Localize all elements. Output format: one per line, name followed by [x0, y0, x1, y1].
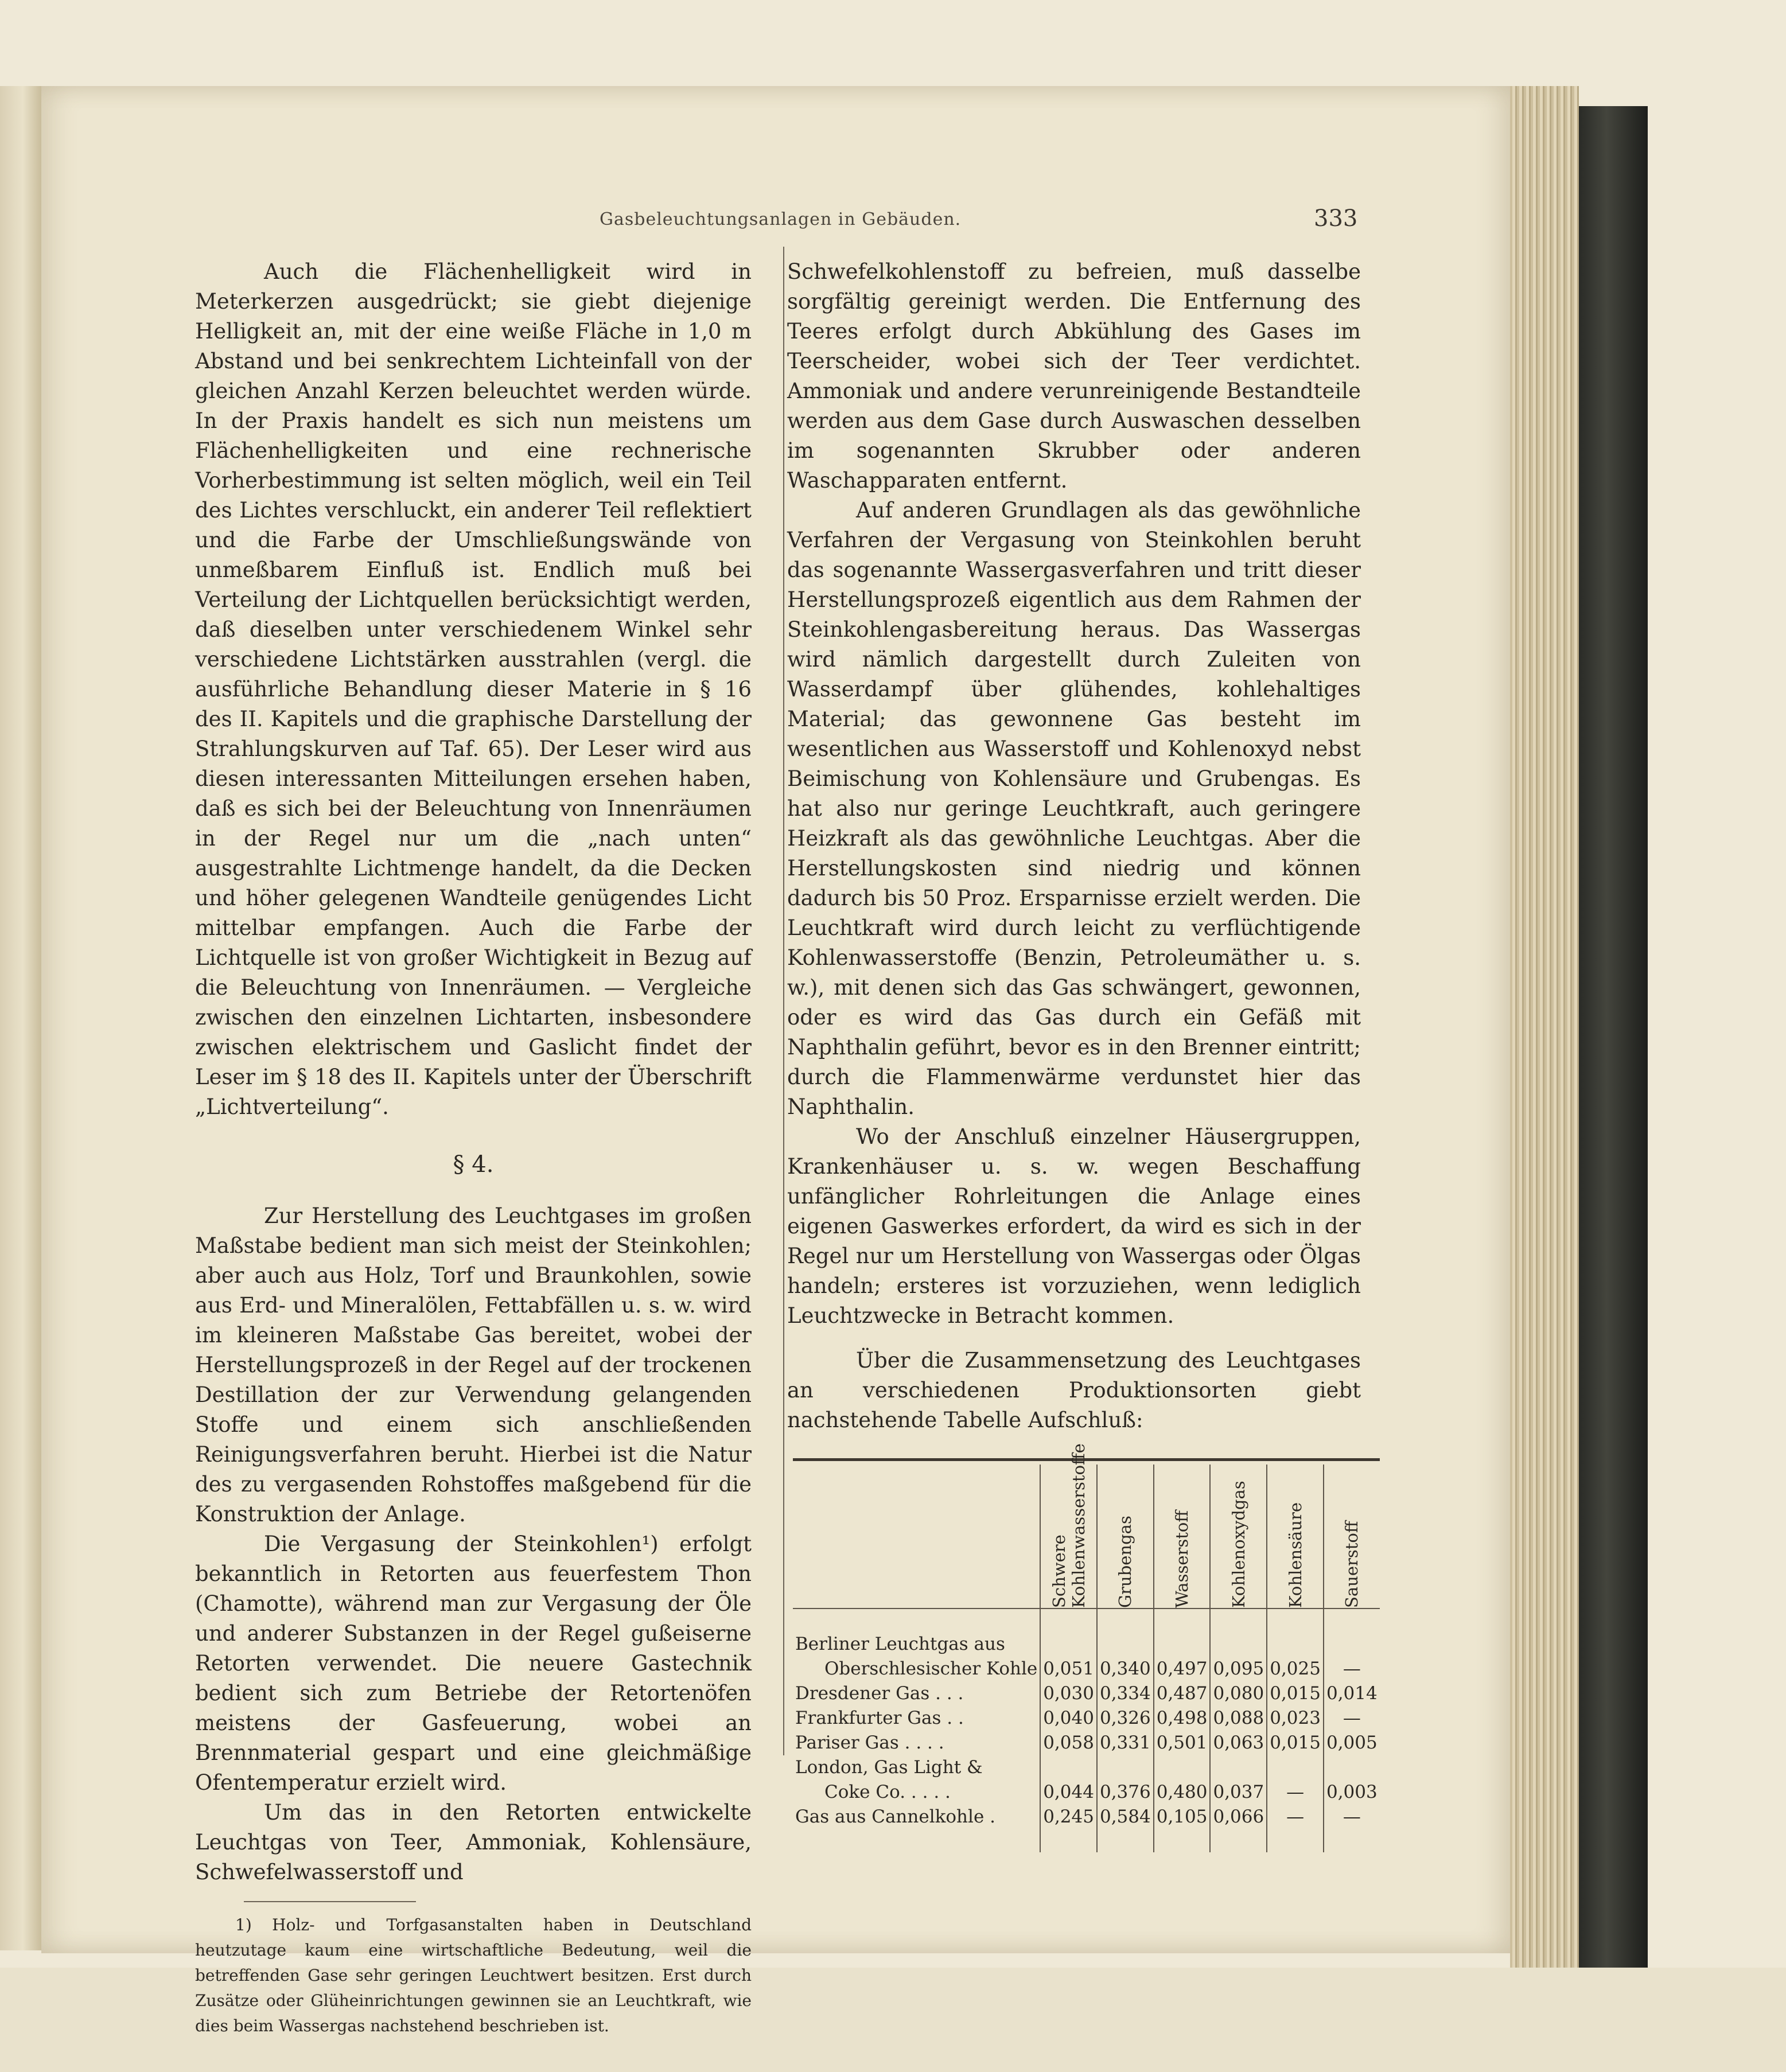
table-cell: 0,030 [1040, 1681, 1097, 1706]
table-cell: — [1324, 1706, 1380, 1731]
table-cell [1267, 1632, 1324, 1657]
row-label: Gas aus Cannelkohle . [795, 1806, 995, 1827]
table-cell: 0,340 [1097, 1657, 1154, 1681]
table-cell: 0,015 [1267, 1731, 1324, 1755]
row-label: Coke Co. . . . . [824, 1782, 951, 1802]
table-cell: 0,063 [1210, 1731, 1267, 1755]
table-cell: 0,044 [1040, 1780, 1097, 1805]
paragraph: Über die Zusammensetzung des Leuchtgases an verschiedenen Produktionsorten giebt nachstehende Tabelle Aufschluß: [787, 1348, 1361, 1432]
row-label: Pariser Gas . . . . [795, 1732, 944, 1753]
row-label: Dresdener Gas . . . [795, 1683, 964, 1704]
table-cell: 0,326 [1097, 1706, 1154, 1731]
book-cover [1579, 106, 1648, 1999]
table-cell: 0,051 [1040, 1657, 1097, 1681]
table-cell [1154, 1755, 1211, 1780]
table-cell [1324, 1632, 1380, 1657]
left-column [195, 257, 752, 2039]
paragraph: Auf anderen Grundlagen als das gewöhnliche Verfahren der Vergasung von Steinkohlen beruht das sogenannte Wassergasverfahren und tritt dieser Herstellungsprozeß eigentlich aus dem Rahmen der Steinkohlengasbereitung heraus. Das Wassergas wird nämlich dargestellt durch Zuleiten von Wasserdampf über glühendes, kohlehaltiges Material; das gewonnene Gas besteht im wesentlichen aus Wasserstoff und Kohlenoxyd nebst Beimischung von Kohlensäure und Grubengas. Es hat also nur geringe Leuchtkraft, auch geringere Heizkraft als das gewöhnliche Leuchtgas. Aber die Herstellungskosten sind niedrig und können dadurch bis 50 Proz. Ersparnisse erzielt werden. Die Leuchtkraft wird durch leicht zu verflüchtigende Kohlenwasserstoffe (Benzin, Petroleumäther u. s. w.), mit denen sich das Gas schwängert, gewonnen, oder es wird das Gas durch ein Gefäß mit Naphthalin geführt, bevor es in den Brenner eintritt; durch die Flammenwärme verdunstet hier das Naphthalin. [787, 498, 1361, 1119]
column-header: Grubengas [1097, 1465, 1154, 1608]
table-row [793, 1805, 1380, 1829]
table-row [793, 1731, 1380, 1755]
table-cell: 0,088 [1210, 1706, 1267, 1731]
table-cell: 0,080 [1210, 1681, 1267, 1706]
table-cell [1324, 1755, 1380, 1780]
table-cell [1040, 1632, 1097, 1657]
table-cell: 0,066 [1210, 1805, 1267, 1829]
table-cell: 0,014 [1324, 1681, 1380, 1706]
left-page-edge [0, 86, 41, 1950]
table-cell: 0,023 [1267, 1706, 1324, 1731]
table-cell [1267, 1755, 1324, 1780]
table-cell: 0,331 [1097, 1731, 1154, 1755]
table-cell [1097, 1755, 1154, 1780]
table-cell: 0,334 [1097, 1681, 1154, 1706]
table-row [793, 1706, 1380, 1731]
row-label: Frankfurter Gas . . [795, 1708, 964, 1728]
column-header: Sauerstoff [1324, 1465, 1380, 1608]
table-cell: 0,497 [1154, 1657, 1211, 1681]
table-cell: — [1324, 1657, 1380, 1681]
paragraph: Zur Herstellung des Leuchtgases im großen Maßstabe bedient man sich meist der Steinkohlen; aber auch aus Holz, Torf und Braunkohlen, sowie aus Erd- und Mineralölen, Fettabfällen u. s. w. wird im kleineren Maßstabe Gas bereitet, wobei der Herstellungsprozeß in der Regel auf der trockenen Destillation der zur Verwendung gelangenden Stoffe und einem sich anschließenden Reinigungsverfahren beruht. Hierbei ist die Natur des zu vergasenden Rohstoffes maßgebend für die Konstruktion der Anlage. [195, 1204, 752, 1526]
table-cell: — [1324, 1805, 1380, 1829]
table-cell: 0,105 [1154, 1805, 1211, 1829]
table-corner [793, 1465, 1040, 1608]
paragraph: Auch die Flächenhelligkeit wird in Meterkerzen ausgedrückt; sie giebt diejenige Helligkeit an, mit der eine weiße Fläche in 1,0 m Abstand und bei senkrechtem Lichteinfall von der gleichen Anzahl Kerzen beleuchtet werden würde. In der Praxis handelt es sich nun meistens um Flächenhelligkeiten und eine rechnerische Vorherbestimmung ist selten möglich, weil ein Teil des Lichtes verschluckt, ein anderer Teil reflektiert und die Farbe der Umschließungswände von unmeßbarem Einfluß ist. Endlich muß bei Verteilung der Lichtquellen berücksichtigt werden, daß dieselben unter verschiedenem Winkel sehr verschiedene Lichtstärken ausstrahlen (vergl. die ausführliche Behandlung dieser Materie in § 16 des II. Kapitels und die graphische Darstellung der Strahlungskurven auf Taf. 65). Der Leser wird aus diesen interessanten Mitteilungen ersehen haben, daß es sich bei der Beleuchtung von Innenräumen in der Regel nur um die „nach unten“ ausgestrahlte Lichtmenge handelt, da die Decken und höher gelegenen Wandteile genügendes Licht mittelbar empfangen. Auch die Farbe der Lichtquelle ist von großer Wichtigkeit in Bezug auf die Beleuchtung von Innenräumen. — Vergleiche zwischen den einzelnen Lichtarten, insbesondere zwischen elektrischem und Gaslicht findet der Leser im § 18 des II. Kapitels unter der Überschrift „Lichtverteilung“. [195, 259, 752, 1119]
table-cell: — [1267, 1780, 1324, 1805]
table-cell: 0,095 [1210, 1657, 1267, 1681]
footnote-rule [244, 1901, 416, 1902]
table-cell: 0,487 [1154, 1681, 1211, 1706]
table-cell: 0,584 [1097, 1805, 1154, 1829]
section-heading: § 4. [453, 1151, 494, 1178]
column-header: Kohlenoxydgas [1210, 1465, 1267, 1608]
table-cell: 0,015 [1267, 1681, 1324, 1706]
table-cell [1154, 1632, 1211, 1657]
table-cell: 0,498 [1154, 1706, 1211, 1731]
table-header-row [793, 1465, 1380, 1608]
page-number: 333 [1314, 205, 1358, 232]
column-header: Kohlensäure [1267, 1465, 1324, 1608]
row-label: London, Gas Light & [795, 1757, 983, 1778]
table-cell [1210, 1755, 1267, 1780]
row-label: Oberschlesischer Kohle [824, 1658, 1038, 1679]
table-cell: 0,040 [1040, 1706, 1097, 1731]
table-row [793, 1755, 1380, 1780]
table-cell: 0,037 [1210, 1780, 1267, 1805]
table-row [793, 1780, 1380, 1805]
table-row [793, 1657, 1380, 1681]
table-cell: 0,245 [1040, 1805, 1097, 1829]
page-stack-edge [1510, 86, 1579, 1991]
footnote [195, 1913, 752, 2039]
table-row [793, 1632, 1380, 1657]
table-cell [1097, 1632, 1154, 1657]
paragraph: Um das in den Retorten entwickelte Leuchtgas von Teer, Ammoniak, Kohlensäure, Schwefelwasserstoff und [195, 1800, 752, 1884]
column-divider [783, 247, 784, 1755]
paragraph: Schwefelkohlenstoff zu befreien, muß dasselbe sorgfältig gereinigt werden. Die Entfernung des Teeres erfolgt durch Abkühlung des Gases im Teerscheider, wobei sich der Teer verdichtet. Ammoniak und andere verunreinigende Bestandteile werden aus dem Gase durch Auswaschen desselben im sogenannten Skrubber oder anderen Waschapparaten entfernt. [787, 259, 1361, 493]
column-header: Wasserstoff [1154, 1465, 1211, 1608]
column-header: Schwere Kohlenwasserstoffe [1040, 1465, 1097, 1608]
table-cell: 0,058 [1040, 1731, 1097, 1755]
table-cell: 0,376 [1097, 1780, 1154, 1805]
table-cell: 0,480 [1154, 1780, 1211, 1805]
table-cell: 0,005 [1324, 1731, 1380, 1755]
table-cell: 0,003 [1324, 1780, 1380, 1805]
table-cell: — [1267, 1805, 1324, 1829]
table-cell [1040, 1755, 1097, 1780]
row-label: Berliner Leuchtgas aus [795, 1634, 1005, 1654]
table-cell [1210, 1632, 1267, 1657]
paragraph: Die Vergasung der Steinkohlen¹) erfolgt bekanntlich in Retorten aus feuerfestem Thon (Chamotte), während man zur Vergasung der Öle und anderer Substanzen in der Regel gußeiserne Retorten verwendet. Die neuere Gastechnik bedient sich zum Betriebe der Retortenöfen meistens der Gasfeuerung, wobei an Brennmaterial gespart und eine gleichmäßige Ofentemperatur erzielt wird. [195, 1532, 752, 1795]
right-column [787, 257, 1378, 1852]
gas-composition-table [793, 1443, 1380, 1852]
table-row [793, 1681, 1380, 1706]
table-cell: 0,501 [1154, 1731, 1211, 1755]
table-cell: 0,025 [1267, 1657, 1324, 1681]
running-head: Gasbeleuchtungsanlagen in Gebäuden. [600, 209, 962, 229]
footnote-text: 1) Holz- und Torfgasanstalten haben in Deutschland heutzutage kaum eine wirtschaftliche Bedeutung, weil die betreffenden Gase sehr geringen Leuchtwert besitzen. Erst durch Zusätze oder Glüheinrichtungen gewinnen sie an Leuchtkraft, wie dies beim Wassergas nachstehend beschrieben ist. [195, 1915, 752, 2035]
paragraph: Wo der Anschluß einzelner Häusergruppen, Krankenhäuser u. s. w. wegen Beschaffung unfänglicher Rohrleitungen die Anlage eines eigenen Gaswerkes erfordert, da wird es sich in der Regel nur um Herstellung von Wassergas oder Ölgas handeln; ersteres ist vorzuziehen, wenn lediglich Leuchtzwecke in Betracht kommen. [787, 1124, 1361, 1328]
